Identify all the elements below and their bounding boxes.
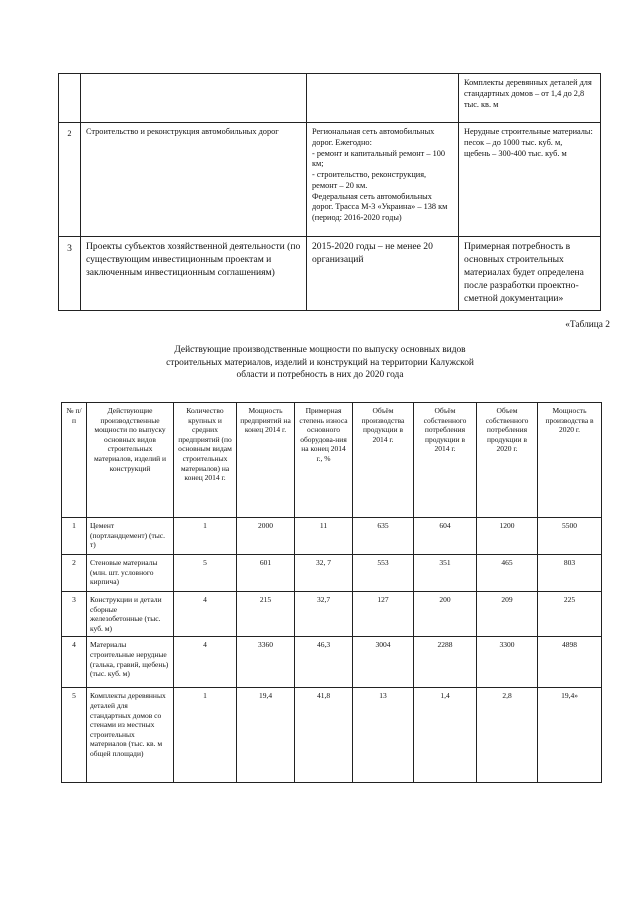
table-cell: 1 <box>174 518 237 555</box>
table-cell: 2 <box>62 555 87 592</box>
table-cell: 604 <box>414 518 477 555</box>
row-construction-volume: 2015-2020 годы – не менее 20 организаций <box>307 237 459 311</box>
column-header: Примерная степень износа основного оборудова-ния на конец 2014 г., % <box>295 403 353 518</box>
material-name-cell: Конструкции и детали сборные железобетонные (тыс. куб. м) <box>87 592 174 637</box>
material-name-cell: Стеновые материалы (млн. шт. условного кирпича) <box>87 555 174 592</box>
table-cell: 2000 <box>237 518 295 555</box>
table-cell: 1 <box>174 688 237 783</box>
table-cell: 215 <box>237 592 295 637</box>
row-number: 2 <box>59 123 81 237</box>
table-cell: 4 <box>174 637 237 688</box>
table-cell: 553 <box>353 555 414 592</box>
table-row <box>59 123 601 237</box>
column-header: Действующие производственные мощности по выпуску основных видов строительных материалов, изделий и конструкций <box>87 403 174 518</box>
table-cell: 4898 <box>538 637 602 688</box>
table-cell: 127 <box>353 592 414 637</box>
column-header: Объём собственного потребления продукции в 2014 г. <box>414 403 477 518</box>
table-row <box>62 592 602 637</box>
table-cell: 3 <box>62 592 87 637</box>
row-object-name: Строительство и реконструкция автомобильных дорог <box>81 123 307 237</box>
row-material-needs: Примерная потребность в основных строительных материалах будет определена после разработки проектно-сметной документации» <box>459 237 601 311</box>
table-cell: 803 <box>538 555 602 592</box>
table-cell: 1 <box>62 518 87 555</box>
table-cell: 209 <box>477 592 538 637</box>
table-cell: 601 <box>237 555 295 592</box>
production-capacity-table <box>61 402 602 783</box>
column-header: Объем собственного потребления продукции в 2020 г. <box>477 403 538 518</box>
table-cell: 19,4» <box>538 688 602 783</box>
table-cell: 351 <box>414 555 477 592</box>
table-2-reference: «Таблица 2 <box>565 320 610 330</box>
row-number: 3 <box>59 237 81 311</box>
table-cell: 41,8 <box>295 688 353 783</box>
table-cell: 3360 <box>237 637 295 688</box>
column-header: Мощность предприятий на конец 2014 г. <box>237 403 295 518</box>
table-cell: 225 <box>538 592 602 637</box>
column-header: Мощность производства в 2020 г. <box>538 403 602 518</box>
table-cell: 4 <box>174 592 237 637</box>
table-cell: 11 <box>295 518 353 555</box>
table-cell: 2,8 <box>477 688 538 783</box>
column-header: № п/п <box>62 403 87 518</box>
row-material-needs: Комплекты деревянных деталей для стандартных домов – от 1,4 до 2,8 тыс. кв. м <box>459 74 601 123</box>
table-cell: 19,4 <box>237 688 295 783</box>
table-row <box>59 237 601 311</box>
table-cell: 200 <box>414 592 477 637</box>
table-cell: 13 <box>353 688 414 783</box>
table-row <box>62 688 602 783</box>
row-object-name: Проекты субъектов хозяйственной деятельности (по существующим инвестиционным проектам и заключенным инвестиционным соглашениям) <box>81 237 307 311</box>
material-name-cell: Материалы строительные нерудные (галька, гравий, щебень) (тыс. куб. м) <box>87 637 174 688</box>
table-row <box>62 637 602 688</box>
table-cell: 635 <box>353 518 414 555</box>
table-cell: 3300 <box>477 637 538 688</box>
table-cell: 5 <box>62 688 87 783</box>
row-material-needs: Нерудные строительные материалы: песок – до 1000 тыс. куб. м, щебень – 300-400 тыс. куб. м <box>459 123 601 237</box>
column-header: Объём производства продукции в 2014 г. <box>353 403 414 518</box>
table-cell: 1200 <box>477 518 538 555</box>
table-cell: 46,3 <box>295 637 353 688</box>
table-cell: 32,7 <box>295 592 353 637</box>
construction-needs-table <box>58 73 601 311</box>
row-construction-volume: Региональная сеть автомобильных дорог. Ежегодно: - ремонт и капитальный ремонт – 100 км; - строительство, реконструкция, ремонт – 20 км. Федеральная сеть автомобильных дорог. Трасса М-3 «Украина» – 138 км (период: 2016-2020 годы) <box>307 123 459 237</box>
material-name-cell: Комплекты деревянных деталей для стандартных домов со стенами из местных строительных материалов (тыс. кв. м общей площади) <box>87 688 174 783</box>
table-cell: 1,4 <box>414 688 477 783</box>
table-cell: 465 <box>477 555 538 592</box>
table-cell: 32, 7 <box>295 555 353 592</box>
table-cell: 2288 <box>414 637 477 688</box>
row-construction-volume <box>307 74 459 123</box>
table-cell: 5500 <box>538 518 602 555</box>
row-object-name <box>81 74 307 123</box>
table-2-title: Действующие производственные мощности по выпуску основных видов строительных материалов, изделий и конструкций на территории Калужской области и потребность в них до 2020 года <box>166 345 474 380</box>
table-cell: 5 <box>174 555 237 592</box>
row-number <box>59 74 81 123</box>
table-row <box>59 74 601 123</box>
table-row <box>62 518 602 555</box>
column-header: Количество крупных и средних предприятий (по основным видам строительных материалов) на конец 2014 г. <box>174 403 237 518</box>
material-name-cell: Цемент (портландцемент) (тыс. т) <box>87 518 174 555</box>
table-cell: 3004 <box>353 637 414 688</box>
table-row <box>62 555 602 592</box>
table-cell: 4 <box>62 637 87 688</box>
